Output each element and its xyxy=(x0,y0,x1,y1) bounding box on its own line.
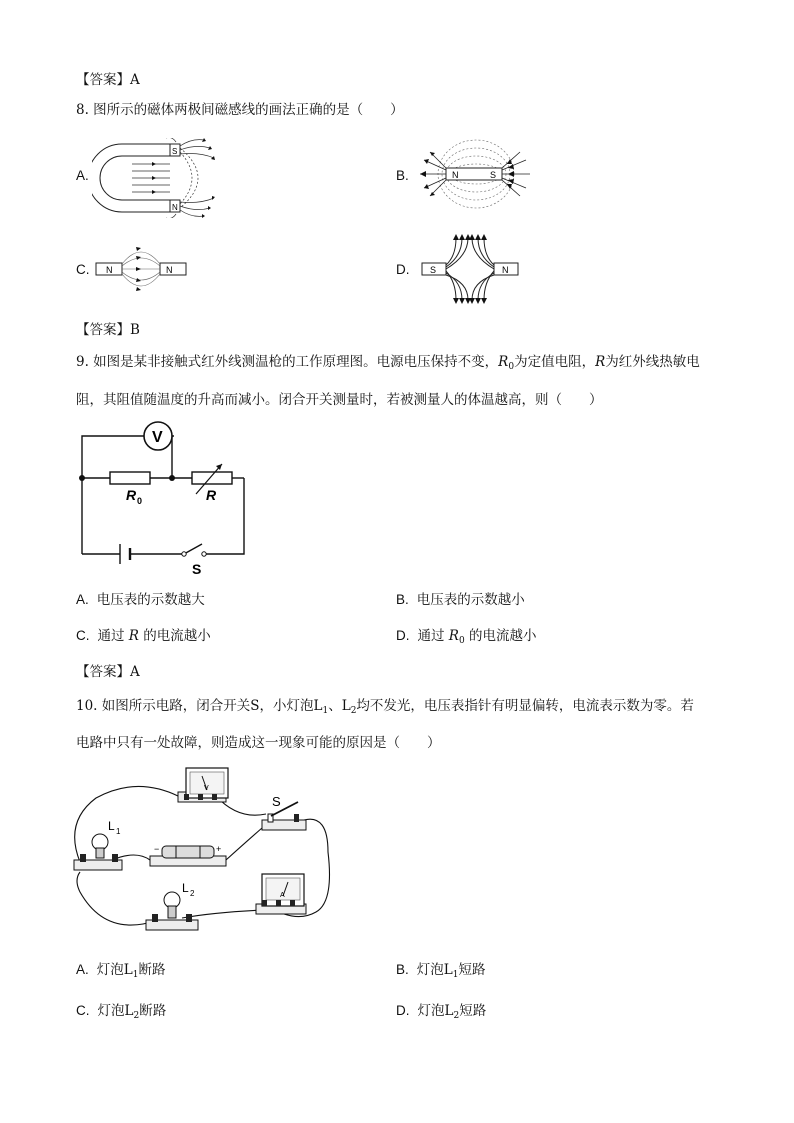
option-letter: D. xyxy=(396,1003,410,1018)
ammeter-device xyxy=(256,874,306,914)
q9-stem-part3: 为红外线热敏电 xyxy=(605,354,700,370)
option-text: 电压表的示数越大 xyxy=(96,592,205,608)
q8d-n-label: N xyxy=(502,265,509,275)
option-text-pre: 灯泡L xyxy=(417,1003,454,1019)
option-letter: C. xyxy=(76,1003,90,1018)
q8a-s-label: S xyxy=(172,147,178,156)
answer-value: B xyxy=(130,322,140,338)
l2-label: L xyxy=(182,881,189,895)
option-text-pre: 通过 xyxy=(97,628,129,644)
q9-r0-label-sub: 0 xyxy=(137,496,143,506)
q9-option-b xyxy=(396,588,525,608)
question-9-line2: 阻，其阻值随温度的升高而减小。闭合开关测量时，若被测量人的体温越高，则（ ） xyxy=(76,392,603,408)
q8-figure-d xyxy=(418,234,522,304)
q10-option-c xyxy=(76,999,166,1021)
option-letter: B. xyxy=(396,962,409,977)
question-10-line2: 电路中只有一处故障，则造成这一现象可能的原因是（ ） xyxy=(76,735,441,751)
battery-minus-label: − xyxy=(154,844,160,854)
q9-option-c xyxy=(76,624,211,644)
q10-stem-part3: 均不发光，电压表指针有明显偏转，电流表示数为零。若 xyxy=(356,698,694,714)
lamp-l2-device xyxy=(146,881,198,930)
option-text-post: 断路 xyxy=(139,1003,167,1019)
switch-s-label: S xyxy=(272,794,281,809)
q8-figure-c xyxy=(94,236,190,302)
q8-option-c-letter: C. xyxy=(76,262,90,277)
q8c-n-label-right: N xyxy=(166,265,173,275)
q8-option-d-letter: D. xyxy=(396,262,410,277)
battery-device xyxy=(150,844,226,866)
option-text-post: 短路 xyxy=(458,962,486,978)
option-letter: D. xyxy=(396,628,410,643)
q9-r-label: R xyxy=(206,487,217,503)
option-letter: A. xyxy=(76,962,89,977)
option-text-post: 的电流越小 xyxy=(464,628,537,644)
answer-value: A xyxy=(130,72,140,88)
voltmeter-device xyxy=(178,768,228,802)
q8c-n-label-left: N xyxy=(106,265,113,275)
q8-option-a-letter: A. xyxy=(76,168,89,183)
option-subscript: 1 xyxy=(132,970,139,980)
q9-voltmeter-label: V xyxy=(152,429,163,446)
q8d-s-label: S xyxy=(430,265,437,275)
answer-value: A xyxy=(130,664,140,680)
q8a-n-label: N xyxy=(172,203,178,212)
q9-r0-label: R xyxy=(126,487,137,503)
question-8-stem: 8. 图所示的磁体两极间磁感线的画法正确的是（ ） xyxy=(76,102,404,118)
q9-r0-symbol: R xyxy=(498,354,509,370)
option-text-post: 的电流越小 xyxy=(138,628,211,644)
battery-plus-label: + xyxy=(216,844,222,854)
q10-stem-part1: 10. 如图所示电路，闭合开关S，小灯泡L xyxy=(76,698,323,714)
answer-8 xyxy=(76,318,140,338)
option-text-pre: 灯泡L xyxy=(416,962,453,978)
l1-label-sub: 1 xyxy=(116,827,121,836)
q10-option-a xyxy=(76,958,165,980)
answer-9 xyxy=(76,660,140,680)
option-subscript: 2 xyxy=(133,1011,140,1021)
voltmeter-v-label: V xyxy=(204,785,209,792)
q9-option-d xyxy=(396,624,537,646)
lamp-l1-device xyxy=(74,819,122,870)
option-text-post: 断路 xyxy=(138,962,166,978)
answer-label: 【答案】 xyxy=(76,664,130,680)
q9-r0-subscript: 0 xyxy=(508,362,515,372)
q9-switch-label: S xyxy=(192,561,202,577)
question-10-line1 xyxy=(76,696,694,721)
q10-option-b xyxy=(396,958,485,980)
switch-device xyxy=(262,794,306,830)
q10-stem-part2: 、L xyxy=(328,698,351,714)
answer-label: 【答案】 xyxy=(76,72,130,88)
q8b-n-label: N xyxy=(452,170,459,180)
q8b-s-label: S xyxy=(490,170,497,180)
q8-option-b-letter: B. xyxy=(396,168,409,183)
q10-l1-subscript: 1 xyxy=(322,706,329,716)
q9-stem-part2: 为定值电阻， xyxy=(514,354,596,370)
q10-l2-subscript: 2 xyxy=(350,706,357,716)
l1-label: L xyxy=(108,819,115,833)
answer-label: 【答案】 xyxy=(76,322,130,338)
option-text-pre: 灯泡L xyxy=(97,1003,134,1019)
q9-stem-part1: 9. 如图是某非接触式红外线测温枪的工作原理图。电源电压保持不变， xyxy=(76,354,499,370)
l2-label-sub: 2 xyxy=(190,889,195,898)
option-letter: A. xyxy=(76,592,89,607)
question-9-line1 xyxy=(76,352,700,377)
ammeter-a-label: A xyxy=(280,892,285,899)
q9-option-a xyxy=(76,588,205,608)
q10-option-d xyxy=(396,999,486,1021)
option-letter: B. xyxy=(396,592,409,607)
option-symbol: R xyxy=(128,628,139,644)
answer-7 xyxy=(76,68,140,88)
option-subscript: 2 xyxy=(453,1011,460,1021)
option-subscript: 1 xyxy=(452,970,459,980)
q8-figure-a xyxy=(92,138,222,218)
option-letter: C. xyxy=(76,628,90,643)
option-text: 电压表的示数越小 xyxy=(416,592,525,608)
q10-circuit-illustration xyxy=(66,762,346,938)
option-text-post: 短路 xyxy=(459,1003,487,1019)
option-subscript: 0 xyxy=(458,636,465,646)
option-text-pre: 通过 xyxy=(417,628,449,644)
q8-figure-b xyxy=(416,134,536,214)
option-text-pre: 灯泡L xyxy=(96,962,133,978)
q9-circuit-diagram xyxy=(72,418,258,578)
q9-r-symbol: R xyxy=(595,354,606,370)
option-symbol: R xyxy=(448,628,459,644)
